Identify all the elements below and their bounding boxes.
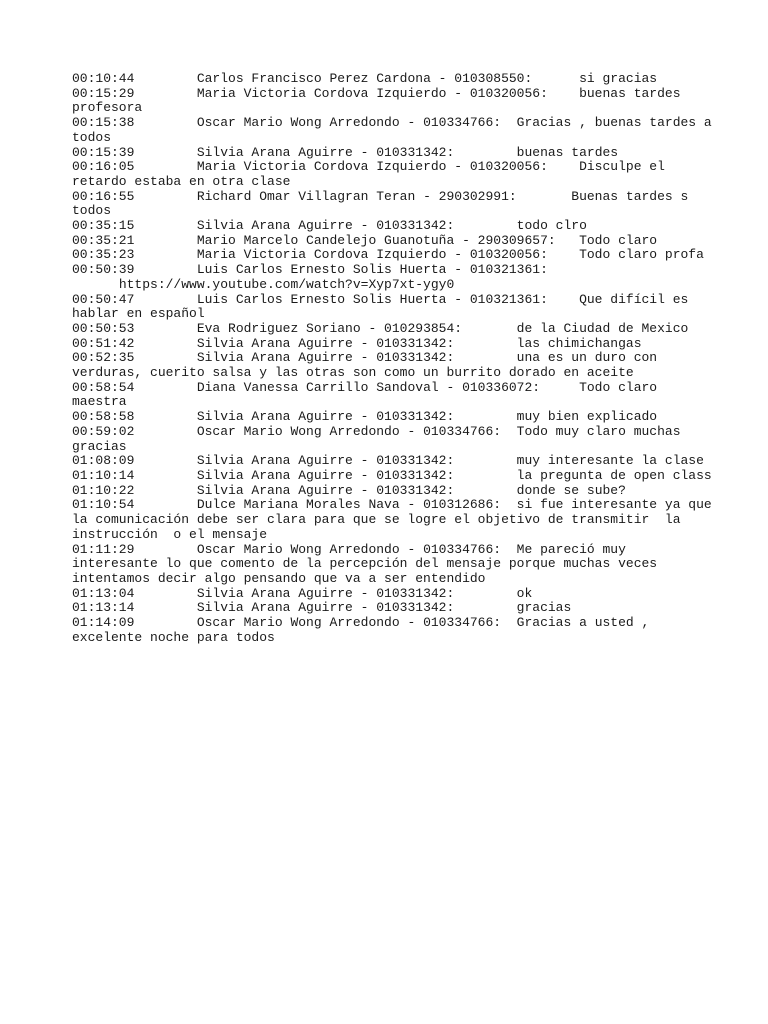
chat-transcript: 00:10:44 Carlos Francisco Perez Cardona - 010308550: si gracias 00:15:29 Maria Victoria Cordova Izquierdo - 010320056: buenas tardes profesora 00:15:38 Oscar Mario Wong Arredondo - 010334766: Gracias , buenas tardes a todos 00:15:39 Silvia Arana Aguirre - 010331342: buenas tardes 00:16:05 Maria Victoria Cordova Izquierdo - 010320056: Disculpe el retardo estaba en otra clase 00:16:55 Richard Omar Villagran Teran - 290302991: Buenas tardes s todos 00:35:15 Silvia Arana Aguirre - 010331342: todo clro 00:35:21 Mario Marcelo Candelejo Guanotuña - 290309657: Todo claro 00:35:23 Maria Victoria Cordova Izquierdo - 010320056: Todo claro profa 00:50:39 Luis Carlos Ernesto Solis Huerta - 010321361: https://www.youtube.com/watch?v=Xyp7xt-ygy0 00:50:47 Luis Carlos Ernesto Solis Huerta - 010321361: Que difícil es hablar en español 00:50:53 Eva Rodriguez Soriano - 010293854: de la Ciudad de Mexico 00:51:42 Silvia Arana Aguirre - 010331342: las chimichangas 00:52:35 Silvia Arana Aguirre - 010331342: una es un duro con verduras, cuerito salsa y las otras son como un burrito dorado en aceite 00:58:54 Diana Vanessa Carrillo Sandoval - 010336072: Todo claro maestra 00:58:58 Silvia Arana Aguirre - 010331342: muy bien explicado 00:59:02 Oscar Mario Wong Arredondo - 010334766: Todo muy claro muchas gracias 01:08:09 Silvia Arana Aguirre - 010331342: muy interesante la clase 01:10:14 Silvia Arana Aguirre - 010331342: la pregunta de open class 01:10:22 Silvia Arana Aguirre - 010331342: donde se sube? 01:10:54 Dulce Mariana Morales Nava - 010312686: si fue interesante ya que la comunicación debe ser clara para que se logre el objetivo de transmitir la instrucción o el mensaje 01:11:29 Oscar Mario Wong Arredondo - 010334766: Me pareció muy interesante lo que comento de la percepción del mensaje porque muchas veces intentamos decir algo pensando que va a ser entendido 01:13:04 Silvia Arana Aguirre - 010331342: ok 01:13:14 Silvia Arana Aguirre - 010331342: gracias 01:14:09 Oscar Mario Wong Arredondo - 010334766: Gracias a usted , excelente noche para todos bbox=[72, 71, 712, 645]
document-page bbox=[72, 72, 712, 645]
